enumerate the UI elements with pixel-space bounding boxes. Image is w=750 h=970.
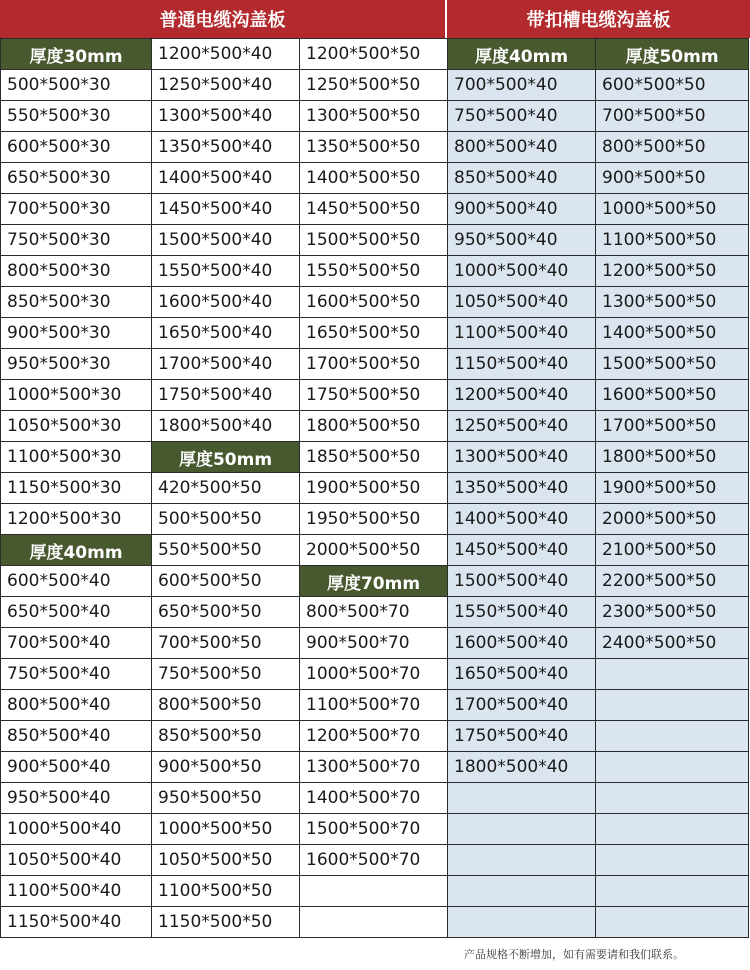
spec-cell: 1300*500*70 <box>300 752 448 783</box>
spec-cell: 850*500*40 <box>1 721 152 752</box>
spec-cell <box>300 907 448 938</box>
spec-cell: 1600*500*70 <box>300 845 448 876</box>
spec-cell <box>596 721 749 752</box>
spec-cell: 1000*500*50 <box>152 814 300 845</box>
spec-cell: 1050*500*40 <box>448 287 596 318</box>
spec-cell: 1500*500*70 <box>300 814 448 845</box>
spec-cell: 700*500*30 <box>1 194 152 225</box>
spec-cell: 1800*500*40 <box>152 411 300 442</box>
spec-cell: 420*500*50 <box>152 473 300 504</box>
table-row <box>1 101 749 132</box>
table-row <box>1 256 749 287</box>
table-row <box>1 845 749 876</box>
spec-cell <box>596 752 749 783</box>
table-row <box>1 535 749 566</box>
spec-cell: 1150*500*40 <box>448 349 596 380</box>
spec-cell <box>596 845 749 876</box>
spec-cell: 1050*500*30 <box>1 411 152 442</box>
spec-cell: 1000*500*40 <box>1 814 152 845</box>
spec-cell: 1200*500*50 <box>596 256 749 287</box>
spec-cell: 1300*500*40 <box>448 442 596 473</box>
spec-cell: 1800*500*50 <box>300 411 448 442</box>
spec-cell: 1350*500*40 <box>152 132 300 163</box>
spec-cell: 900*500*70 <box>300 628 448 659</box>
spec-cell <box>596 907 749 938</box>
table-row <box>1 597 749 628</box>
table-row <box>1 163 749 194</box>
spec-cell: 1450*500*40 <box>448 535 596 566</box>
spec-cell: 2200*500*50 <box>596 566 749 597</box>
spec-cell: 1200*500*50 <box>300 39 448 70</box>
spec-cell: 1450*500*40 <box>152 194 300 225</box>
spec-cell: 700*500*40 <box>1 628 152 659</box>
spec-cell: 750*500*50 <box>152 659 300 690</box>
thickness-header: 厚度30mm <box>1 39 152 70</box>
spec-cell: 1350*500*40 <box>448 473 596 504</box>
spec-cell: 1350*500*50 <box>300 132 448 163</box>
table-row <box>1 349 749 380</box>
spec-cell: 1150*500*40 <box>1 907 152 938</box>
spec-cell: 1100*500*30 <box>1 442 152 473</box>
table-row <box>1 628 749 659</box>
table-row <box>1 504 749 535</box>
spec-cell: 1100*500*70 <box>300 690 448 721</box>
spec-cell: 1250*500*50 <box>300 70 448 101</box>
spec-cell: 800*500*50 <box>152 690 300 721</box>
spec-cell: 1550*500*40 <box>448 597 596 628</box>
table-row <box>1 690 749 721</box>
spec-cell: 1700*500*40 <box>448 690 596 721</box>
spec-cell: 1950*500*50 <box>300 504 448 535</box>
table-row <box>1 132 749 163</box>
spec-cell: 1750*500*40 <box>152 380 300 411</box>
spec-cell: 650*500*40 <box>1 597 152 628</box>
spec-cell: 600*500*40 <box>1 566 152 597</box>
spec-cell: 800*500*40 <box>1 690 152 721</box>
table-row <box>1 783 749 814</box>
spec-cell: 2100*500*50 <box>596 535 749 566</box>
table-row <box>1 566 749 597</box>
spec-table-body <box>1 39 749 938</box>
spec-cell: 1600*500*50 <box>596 380 749 411</box>
spec-cell: 1700*500*50 <box>300 349 448 380</box>
spec-cell: 1100*500*40 <box>448 318 596 349</box>
spec-cell: 800*500*50 <box>596 132 749 163</box>
spec-cell: 1400*500*50 <box>596 318 749 349</box>
spec-cell: 1550*500*40 <box>152 256 300 287</box>
spec-cell: 1400*500*40 <box>448 504 596 535</box>
table-row <box>1 876 749 907</box>
spec-cell <box>448 907 596 938</box>
spec-cell: 800*500*30 <box>1 256 152 287</box>
spec-cell: 1300*500*40 <box>152 101 300 132</box>
spec-cell: 700*500*40 <box>448 70 596 101</box>
spec-cell: 800*500*70 <box>300 597 448 628</box>
spec-cell: 850*500*40 <box>448 163 596 194</box>
table-row <box>1 907 749 938</box>
spec-cell: 1800*500*40 <box>448 752 596 783</box>
footnote: 产品规格不断增加，如有需要请和我们联系。 <box>464 948 684 961</box>
table-row <box>1 380 749 411</box>
spec-cell: 1900*500*50 <box>300 473 448 504</box>
spec-cell: 1400*500*50 <box>300 163 448 194</box>
spec-cell: 1650*500*40 <box>152 318 300 349</box>
spec-cell <box>300 876 448 907</box>
table-row <box>1 287 749 318</box>
table-row <box>1 194 749 225</box>
spec-cell: 1800*500*50 <box>596 442 749 473</box>
spec-cell: 1250*500*40 <box>152 70 300 101</box>
spec-cell: 1650*500*40 <box>448 659 596 690</box>
spec-cell: 1700*500*50 <box>596 411 749 442</box>
spec-cell: 650*500*50 <box>152 597 300 628</box>
table-row <box>1 721 749 752</box>
spec-cell: 1000*500*70 <box>300 659 448 690</box>
spec-table <box>0 38 749 938</box>
table-row <box>1 70 749 101</box>
spec-cell: 550*500*50 <box>152 535 300 566</box>
spec-cell: 1500*500*40 <box>448 566 596 597</box>
table-row <box>1 411 749 442</box>
spec-cell: 950*500*40 <box>1 783 152 814</box>
title-row <box>0 0 750 38</box>
table-row <box>1 752 749 783</box>
spec-cell: 2400*500*50 <box>596 628 749 659</box>
spec-cell: 1000*500*40 <box>448 256 596 287</box>
spec-cell: 900*500*50 <box>596 163 749 194</box>
spec-cell: 1050*500*40 <box>1 845 152 876</box>
table-row <box>1 814 749 845</box>
spec-cell: 1200*500*30 <box>1 504 152 535</box>
buckle-cover-title: 带扣槽电缆沟盖板 <box>447 0 750 38</box>
spec-cell: 1100*500*40 <box>1 876 152 907</box>
spec-cell: 600*500*50 <box>152 566 300 597</box>
spec-cell <box>596 783 749 814</box>
spec-cell <box>596 814 749 845</box>
spec-cell: 1100*500*50 <box>152 876 300 907</box>
spec-cell: 1200*500*40 <box>448 380 596 411</box>
spec-cell: 1650*500*50 <box>300 318 448 349</box>
spec-cell: 600*500*50 <box>596 70 749 101</box>
spec-cell: 1000*500*30 <box>1 380 152 411</box>
spec-cell: 850*500*30 <box>1 287 152 318</box>
spec-cell: 1200*500*40 <box>152 39 300 70</box>
spec-cell <box>448 814 596 845</box>
spec-cell: 750*500*40 <box>1 659 152 690</box>
table-row <box>1 442 749 473</box>
table-row <box>1 659 749 690</box>
spec-cell: 1450*500*50 <box>300 194 448 225</box>
spec-cell: 1900*500*50 <box>596 473 749 504</box>
spec-cell: 650*500*30 <box>1 163 152 194</box>
spec-cell: 900*500*40 <box>448 194 596 225</box>
spec-cell: 2000*500*50 <box>596 504 749 535</box>
spec-cell: 600*500*30 <box>1 132 152 163</box>
spec-cell <box>448 783 596 814</box>
spec-cell: 750*500*40 <box>448 101 596 132</box>
ordinary-cover-title: 普通电缆沟盖板 <box>0 0 447 38</box>
spec-cell <box>448 845 596 876</box>
spec-cell: 1500*500*40 <box>152 225 300 256</box>
spec-cell: 1400*500*70 <box>300 783 448 814</box>
spec-cell: 900*500*30 <box>1 318 152 349</box>
spec-cell: 950*500*50 <box>152 783 300 814</box>
table-row <box>1 39 749 70</box>
spec-cell: 950*500*30 <box>1 349 152 380</box>
spec-cell: 950*500*40 <box>448 225 596 256</box>
spec-cell <box>448 876 596 907</box>
spec-cell: 1300*500*50 <box>596 287 749 318</box>
spec-cell: 2000*500*50 <box>300 535 448 566</box>
thickness-header: 厚度50mm <box>152 442 300 473</box>
spec-cell: 1500*500*50 <box>300 225 448 256</box>
spec-cell: 2300*500*50 <box>596 597 749 628</box>
spec-cell: 1700*500*40 <box>152 349 300 380</box>
thickness-header: 厚度40mm <box>448 39 596 70</box>
spec-cell: 1150*500*30 <box>1 473 152 504</box>
spec-cell: 550*500*30 <box>1 101 152 132</box>
spec-cell: 1550*500*50 <box>300 256 448 287</box>
spec-cell: 1500*500*50 <box>596 349 749 380</box>
spec-cell: 900*500*50 <box>152 752 300 783</box>
spec-cell: 1150*500*50 <box>152 907 300 938</box>
spec-cell: 500*500*50 <box>152 504 300 535</box>
spec-cell: 1250*500*40 <box>448 411 596 442</box>
spec-cell: 750*500*30 <box>1 225 152 256</box>
spec-cell: 1600*500*40 <box>448 628 596 659</box>
spec-cell: 1600*500*40 <box>152 287 300 318</box>
spec-cell <box>596 659 749 690</box>
spec-cell: 1050*500*50 <box>152 845 300 876</box>
table-row <box>1 318 749 349</box>
thickness-header: 厚度70mm <box>300 566 448 597</box>
thickness-header: 厚度50mm <box>596 39 749 70</box>
spec-cell: 1850*500*50 <box>300 442 448 473</box>
spec-cell: 1750*500*50 <box>300 380 448 411</box>
spec-cell: 1100*500*50 <box>596 225 749 256</box>
table-row <box>1 225 749 256</box>
spec-cell: 850*500*50 <box>152 721 300 752</box>
spec-cell <box>596 876 749 907</box>
spec-cell: 1400*500*40 <box>152 163 300 194</box>
spec-cell: 900*500*40 <box>1 752 152 783</box>
thickness-header: 厚度40mm <box>1 535 152 566</box>
spec-cell: 1000*500*50 <box>596 194 749 225</box>
spec-cell: 1200*500*70 <box>300 721 448 752</box>
spec-cell: 700*500*50 <box>596 101 749 132</box>
spec-cell: 1300*500*50 <box>300 101 448 132</box>
table-row <box>1 473 749 504</box>
spec-cell: 700*500*50 <box>152 628 300 659</box>
spec-cell: 1750*500*40 <box>448 721 596 752</box>
spec-cell: 500*500*30 <box>1 70 152 101</box>
spec-cell <box>596 690 749 721</box>
spec-cell: 1600*500*50 <box>300 287 448 318</box>
spec-cell: 800*500*40 <box>448 132 596 163</box>
